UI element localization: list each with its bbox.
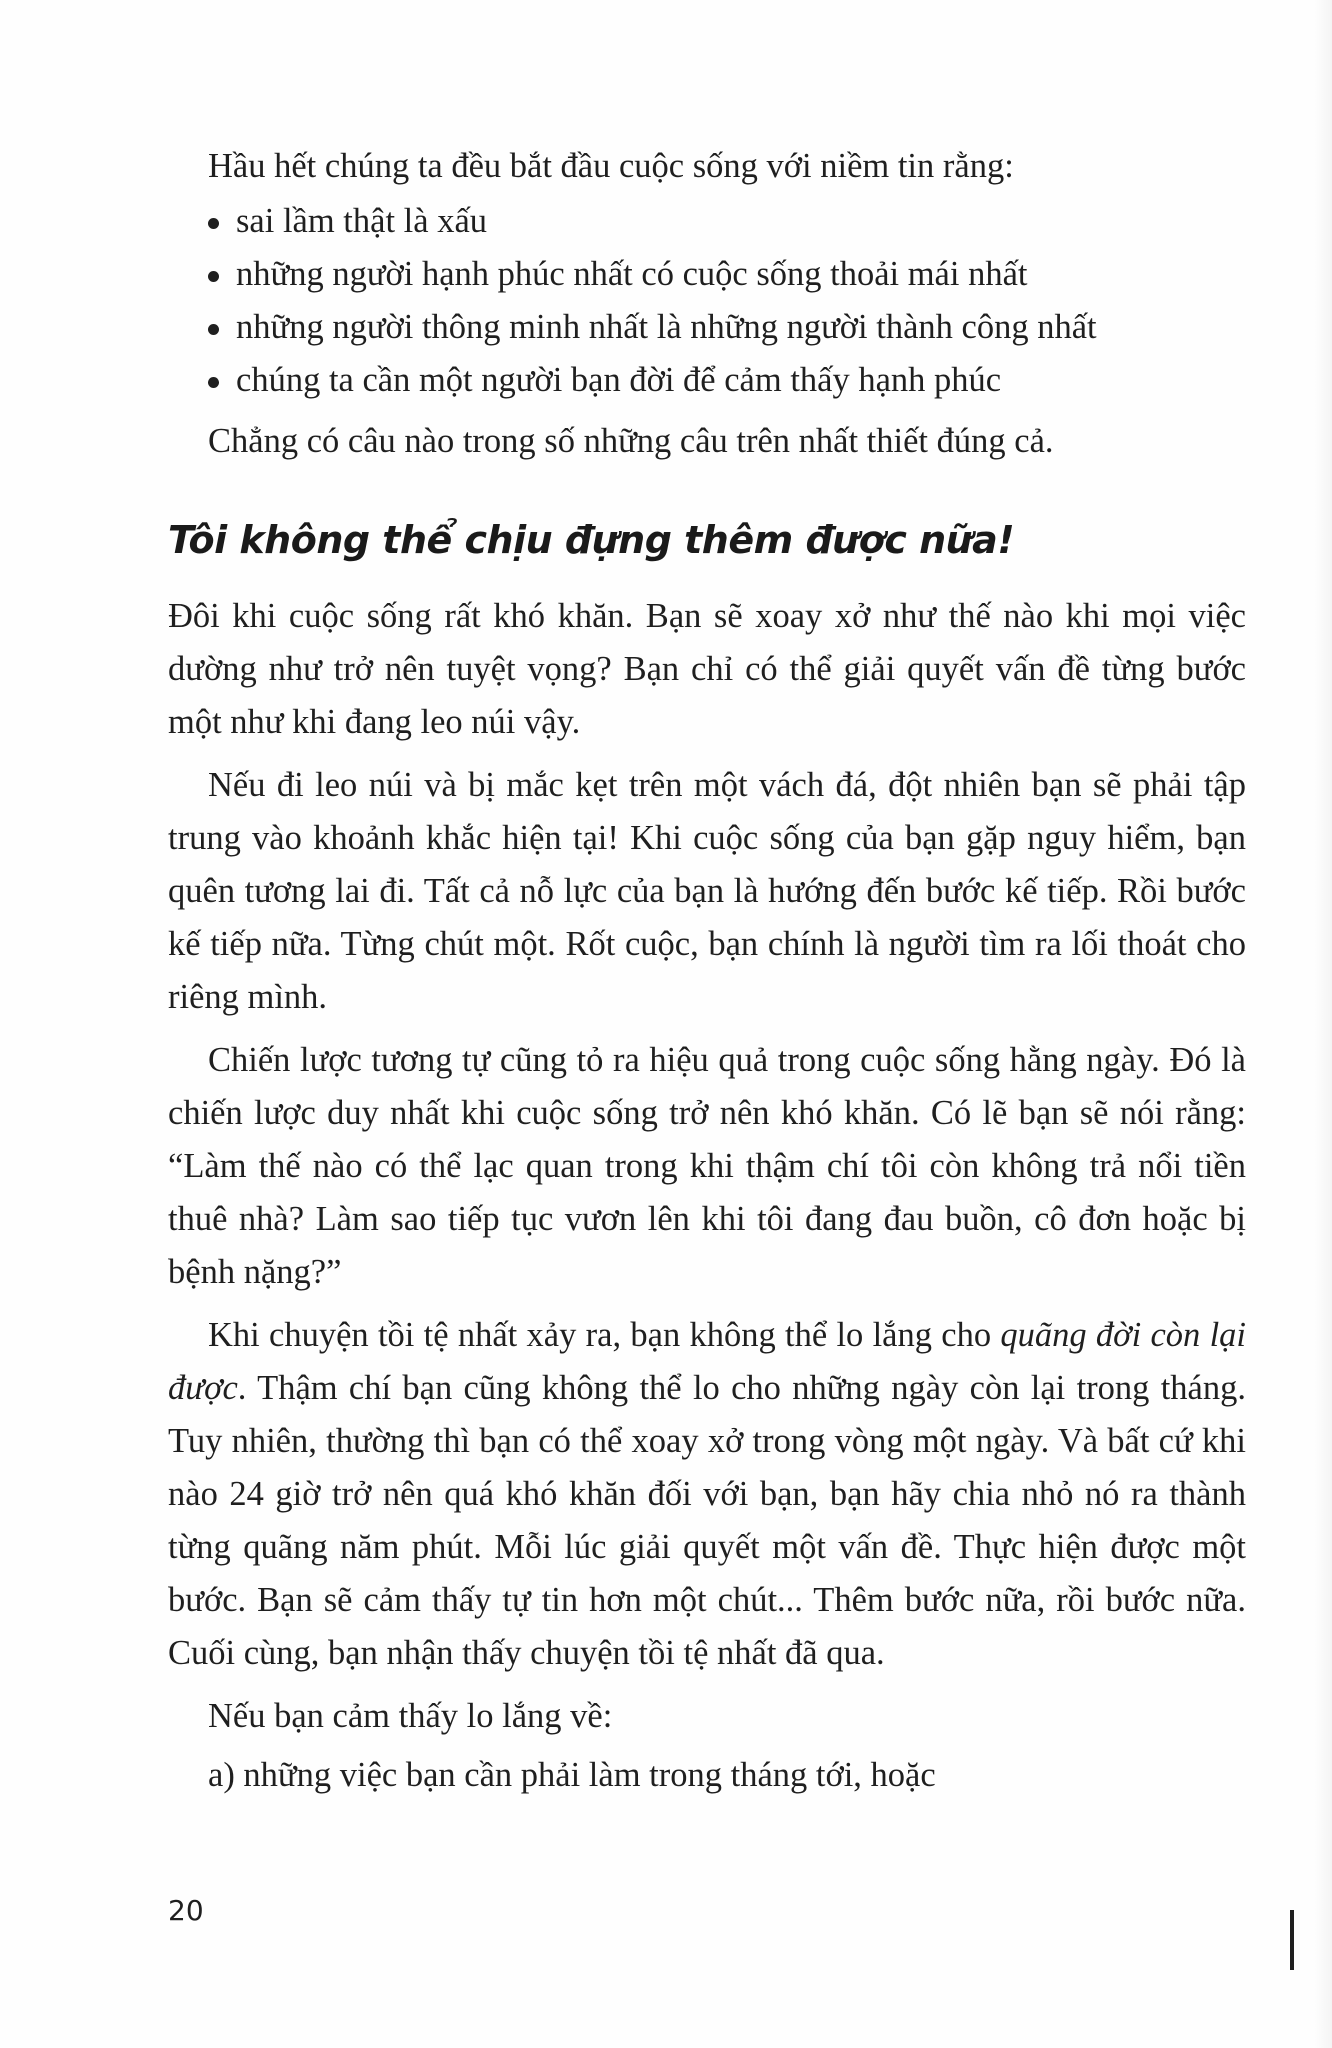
- paragraph-4-end: . Thậm chí bạn cũng không thể lo cho những ngày còn lại trong tháng. Tuy nhiên, thường thì bạn có thể xoay xở trong vòng một ngày. Và bất cứ khi nào 24 giờ trở nên quá khó khăn đối với bạn, bạn hãy chia nhỏ nó ra thành từng quãng năm phút. Mỗi lúc giải quyết một vấn đề. Thực hiện được một bước. Bạn sẽ cảm thấy tự tin hơn một chút... Thêm bước nữa, rồi bước nữa. Cuối cùng, bạn nhận thấy chuyện tồi tệ nhất đã qua.: [168, 1369, 1246, 1672]
- worry-intro: Nếu bạn cảm thấy lo lắng về:: [208, 1697, 613, 1735]
- list-item-text: chúng ta cần một người bạn đời để cảm thấy hạnh phúc: [236, 361, 1002, 399]
- page-number: 20: [168, 1894, 204, 1927]
- bullet-dot-icon: [208, 218, 219, 229]
- worry-item-a: a) những việc bạn cần phải làm trong tháng tới, hoặc: [208, 1756, 936, 1794]
- list-item: [208, 248, 1246, 301]
- bullet-dot-icon: [208, 271, 219, 282]
- paragraph-4-start: Khi chuyện tồi tệ nhất xảy ra, bạn không thể lo lắng cho: [208, 1316, 1001, 1354]
- intro-sentence: Hầu hết chúng ta đều bắt đầu cuộc sống với niềm tin rằng:: [208, 147, 1014, 185]
- bullet-dot-icon: [208, 324, 219, 335]
- section-heading: Tôi không thể chịu đựng thêm được nữa!: [168, 518, 1015, 562]
- list-item: [208, 354, 1246, 407]
- paragraph-3: Chiến lược tương tự cũng tỏ ra hiệu quả trong cuộc sống hằng ngày. Đó là chiến lược duy nhất khi cuộc sống trở nên khó khăn. Có lẽ bạn sẽ nói rằng: “Làm thế nào có thể lạc quan trong khi thậm chí tôi còn không trả nổi tiền thuê nhà? Làm sao tiếp tục vươn lên khi tôi đang đau buồn, cô đơn hoặc bị bệnh nặng?”: [168, 1041, 1246, 1291]
- paragraph-2: Nếu đi leo núi và bị mắc kẹt trên một vách đá, đột nhiên bạn sẽ phải tập trung vào khoảnh khắc hiện tại! Khi cuộc sống của bạn gặp nguy hiểm, bạn quên tương lai đi. Tất cả nỗ lực của bạn là hướng đến bước kế tiếp. Rồi bước kế tiếp nữa. Từng chút một. Rốt cuộc, bạn chính là người tìm ra lối thoát cho riêng mình.: [168, 766, 1246, 1016]
- bullet-dot-icon: [208, 377, 219, 388]
- list-item-text: những người thông minh nhất là những người thành công nhất: [236, 308, 1097, 346]
- paragraph-4: [168, 1309, 1246, 1680]
- belief-list: [168, 195, 1246, 407]
- paragraph-4-italic: quãng đời còn lại được: [168, 1316, 1246, 1407]
- margin-mark: [1290, 1910, 1294, 1970]
- list-item-text: những người hạnh phúc nhất có cuộc sống thoải mái nhất: [236, 255, 1028, 293]
- page-body: [168, 140, 1246, 1808]
- list-item: [208, 301, 1246, 354]
- list-item: [208, 195, 1246, 248]
- page-edge-shadow: [1314, 0, 1332, 2048]
- paragraph-1: Đôi khi cuộc sống rất khó khăn. Bạn sẽ xoay xở như thế nào khi mọi việc dường như trở nên tuyệt vọng? Bạn chỉ có thể giải quyết vấn đề từng bước một như khi đang leo núi vậy.: [168, 597, 1246, 741]
- list-item-text: sai lầm thật là xấu: [236, 202, 488, 240]
- list-conclusion: Chẳng có câu nào trong số những câu trên nhất thiết đúng cả.: [208, 422, 1054, 460]
